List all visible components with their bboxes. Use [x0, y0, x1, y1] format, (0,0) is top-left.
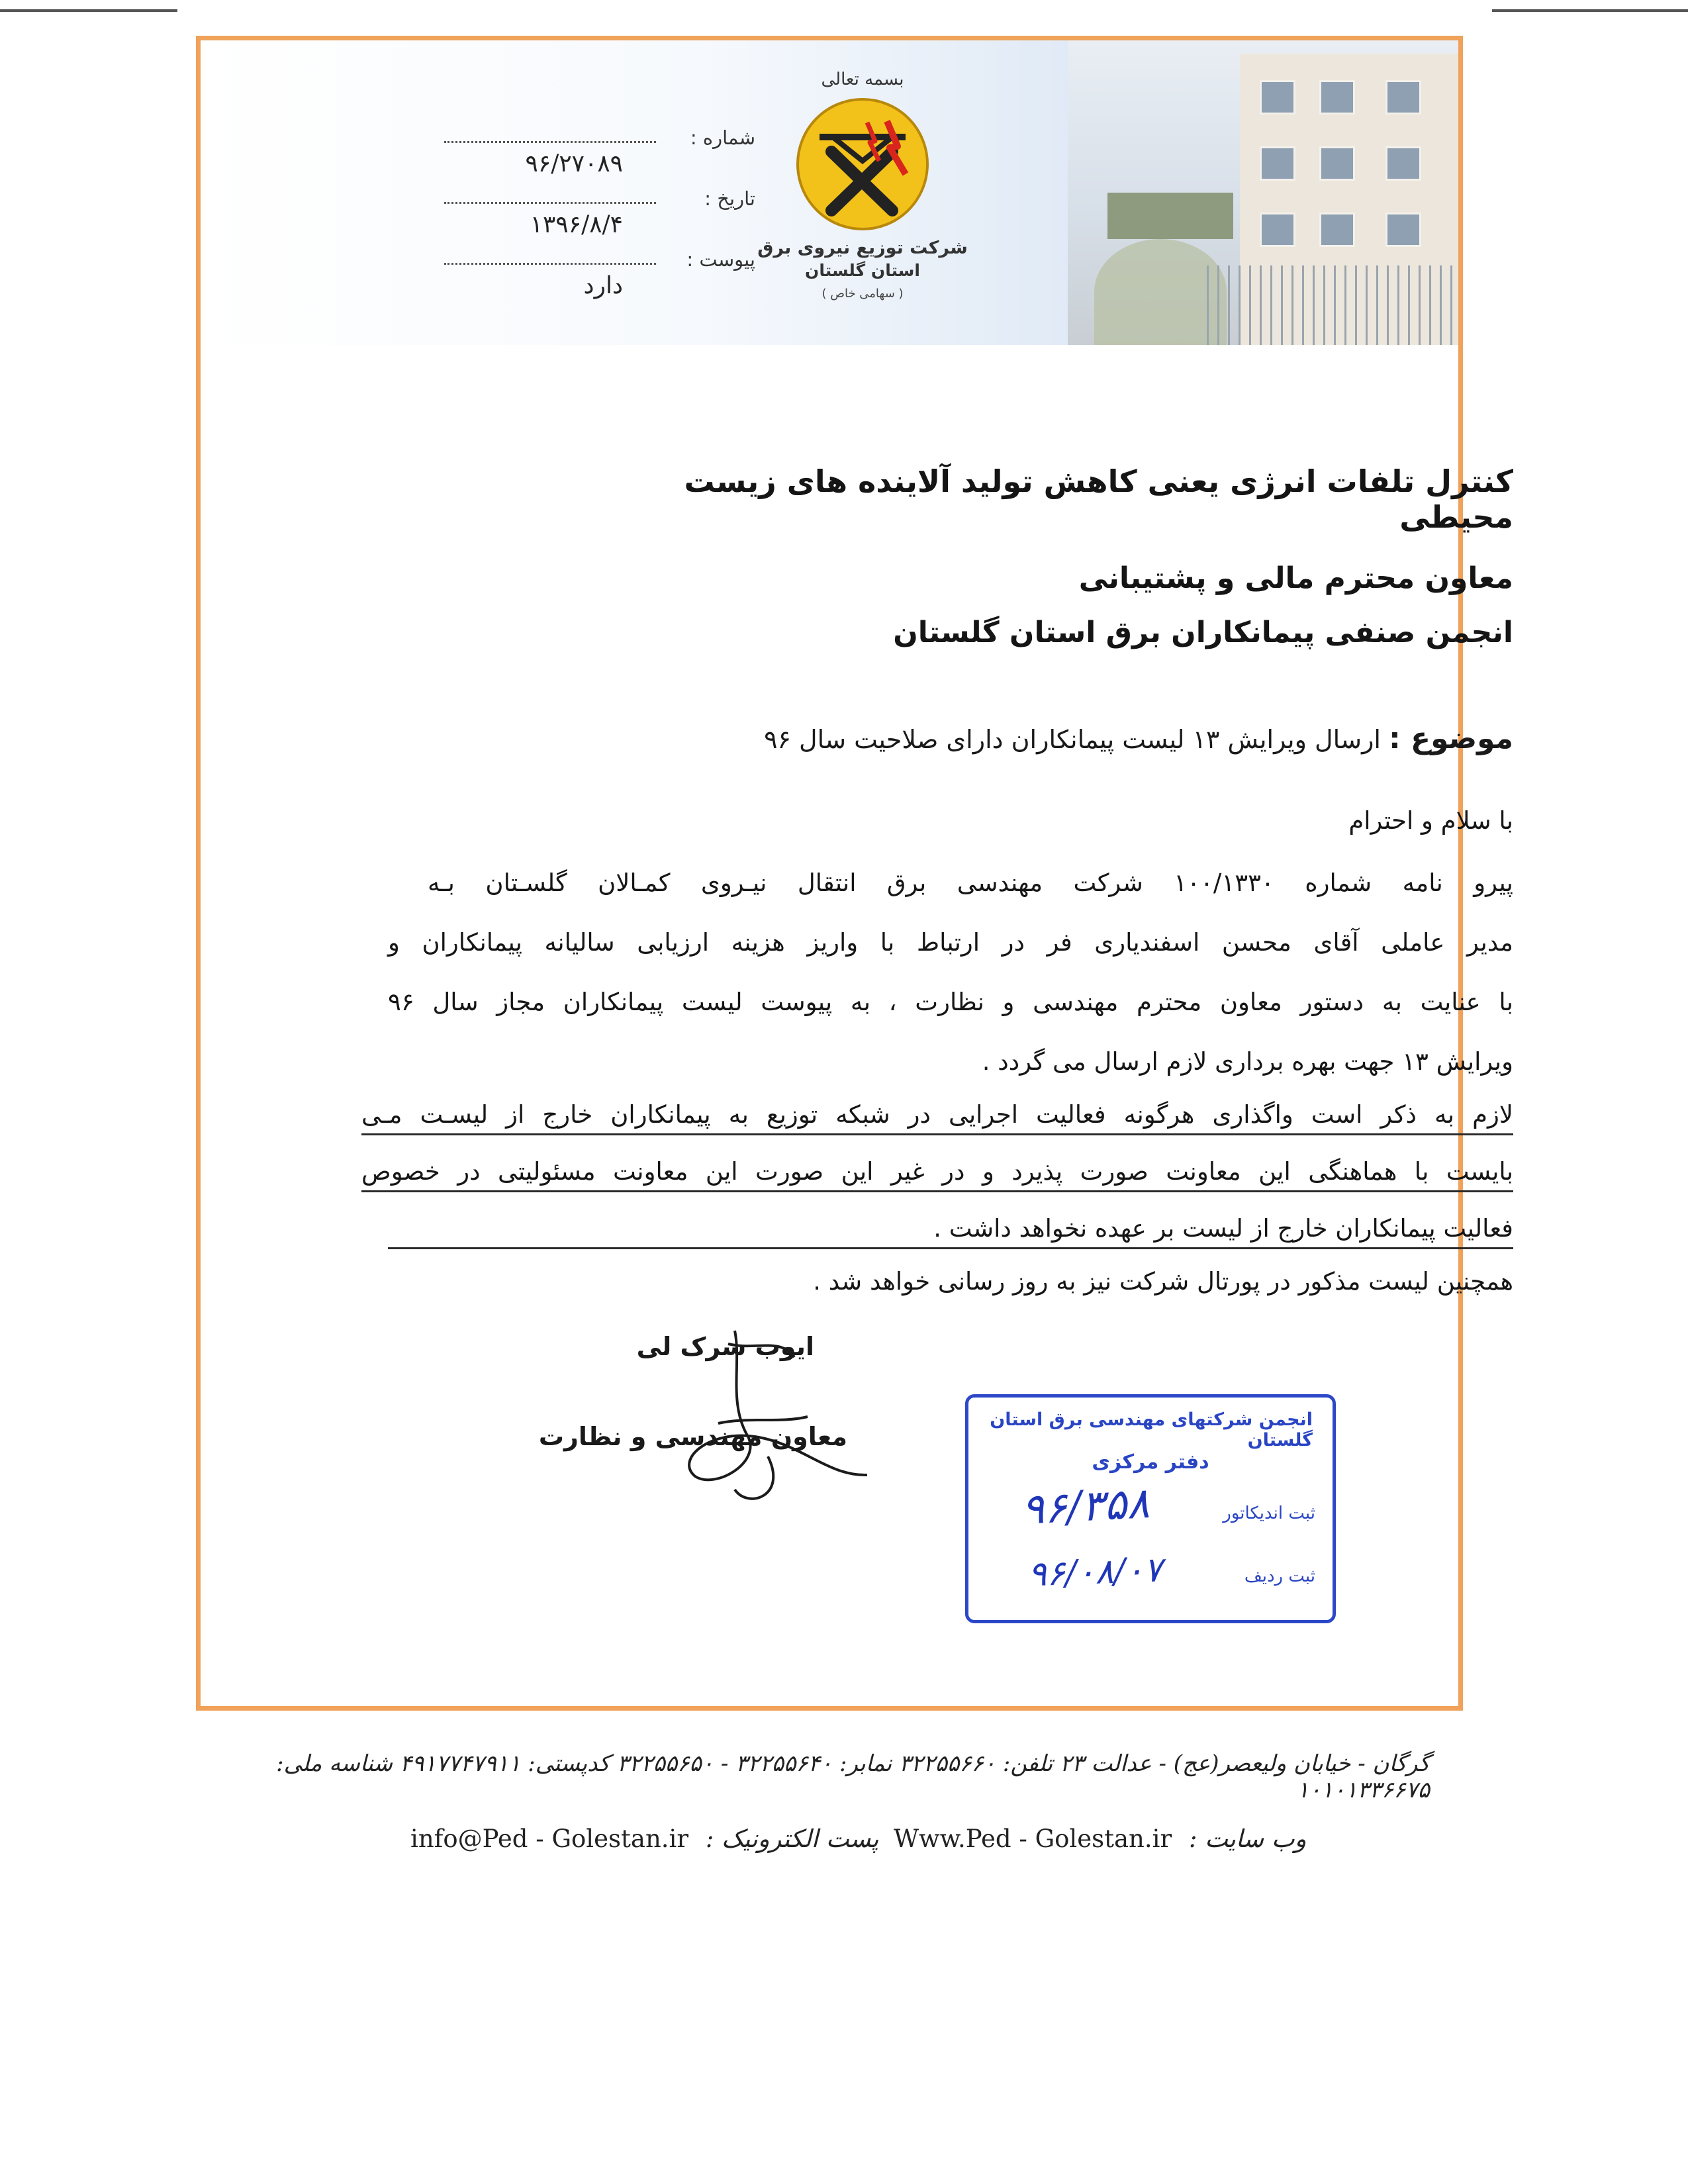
stamp-indicator-label: ثبت اندیکاتور [1223, 1503, 1315, 1523]
recipient-line-2: انجمن صنفی پیمانکاران برق استان گلستان [893, 616, 1513, 649]
subject-text: ارسال ویرایش ۱۳ لیست پیمانکاران دارای صلاحیت سال ۹۶ [764, 725, 1381, 754]
para1-line1: پیرو نامه شماره ۱۰۰/۱۳۳۰ شرکت مهندسی برق انتقال نیـروی کمـالان گلسـتان بـه [428, 869, 1513, 897]
company-logo-icon [793, 95, 932, 234]
signer-title: معاون مهندسی و نظارت [538, 1422, 847, 1451]
website-link[interactable]: Www.Ped - Golestan.ir [894, 1825, 1172, 1853]
company-province: استان گلستان [805, 261, 920, 280]
attachment-label: پیوست : [686, 248, 755, 271]
number-label: شماره : [690, 126, 755, 149]
scan-edge-left [0, 9, 177, 12]
stamp-organization: انجمن شرکتهای مهندسی برق استان گلستان [990, 1409, 1313, 1450]
building-photo [1068, 40, 1458, 345]
handwritten-signature-icon [655, 1324, 880, 1516]
bismillah: بسمه تعالی [821, 70, 904, 89]
website-label: وب سایت : [1188, 1825, 1307, 1853]
para3: همچنین لیست مذکور در پورتال شرکت نیز به روز رسانی خواهد شد . [813, 1267, 1513, 1296]
photo-sign [1107, 193, 1233, 239]
number-value: ۹۶/۲۷۰۸۹ [525, 150, 623, 177]
para2-line3: فعالیت پیمانکاران خارج از لیست بر عهده نخواهد داشت . [388, 1214, 1513, 1249]
stamp-row-label: ثبت ردیف [1244, 1566, 1315, 1586]
date-label: تاریخ : [704, 187, 755, 210]
letter-subject [454, 722, 1513, 755]
date-value: ۱۳۹۶/۸/۴ [530, 211, 623, 238]
letter-meta [332, 126, 755, 309]
company-type: ( سهامی خاص ) [821, 287, 904, 301]
company-logo-block [717, 67, 1008, 345]
subject-label: موضوع : [1389, 722, 1513, 755]
para1-line2: مدیر عاملی آقای محسن اسفندیاری فر در ارتباط با واریز هزینه ارزیابی سالیانه پیمانکاران و [388, 928, 1513, 957]
stamp-indicator-value: ۹۶/۳۵۸ [1020, 1478, 1151, 1535]
attachment-value: دارد [583, 272, 623, 299]
letter-headline: کنترل تلفات انرژی یعنی کاهش تولید آلاینده های زیست محیطی [684, 463, 1513, 535]
para1-line3: با عنایت به دستور معاون محترم مهندسی و نظارت ، به پیوست لیست پیمانکاران مجاز سال ۹۶ [388, 988, 1513, 1016]
photo-fence [1207, 265, 1458, 345]
signer-name: ایوب سرک لی [636, 1332, 814, 1361]
registration-stamp [965, 1394, 1336, 1623]
email-link[interactable]: info@Ped - Golestan.ir [410, 1825, 689, 1853]
stamp-row-value: ۹۶/۰۸/۰۷ [1027, 1550, 1163, 1595]
footer-website [894, 1825, 1307, 1853]
para1-line4: ویرایش ۱۳ جهت بهره برداری لازم ارسال می گردد . [982, 1047, 1513, 1076]
para2-line1: لازم به ذکر است واگذاری هرگونه فعالیت اجرایی در شبکه توزیع به پیمانکاران خارج از لیسـت مـی [361, 1100, 1513, 1135]
letterhead-header [201, 40, 1458, 345]
greeting: با سلام و احترام [1348, 806, 1513, 835]
meta-number [332, 126, 755, 187]
footer-email [410, 1825, 878, 1853]
email-label: پست الکترونیک : [705, 1825, 879, 1853]
scan-edge-right [1492, 9, 1688, 12]
meta-date [332, 187, 755, 248]
meta-attachment [332, 248, 755, 309]
stamp-office: دفتر مرکزی [1092, 1450, 1209, 1474]
recipient-line-1: معاون محترم مالی و پشتیبانی [1078, 561, 1513, 595]
company-name: شرکت توزیع نیروی برق [757, 238, 968, 258]
para2-line2: بایست با هماهنگی این معاونت صورت پذیرد و در غیر این صورت این معاونت مسئولیتی در خصوص [361, 1157, 1513, 1192]
footer-address: گرگان - خیابان ولیعصر(عج) - عدالت ۲۳ تلفن: ۳۲۲۵۵۶۶۰ نمابر: ۳۲۲۵۵۶۴۰ - ۳۲۲۵۵۶۵۰ کدپستی: ۴۹۱۷۷۴۷۹۱۱ شناسه ملی: ۱۰۱۰۱۳۳۶۶۷۵ [276, 1750, 1430, 1803]
